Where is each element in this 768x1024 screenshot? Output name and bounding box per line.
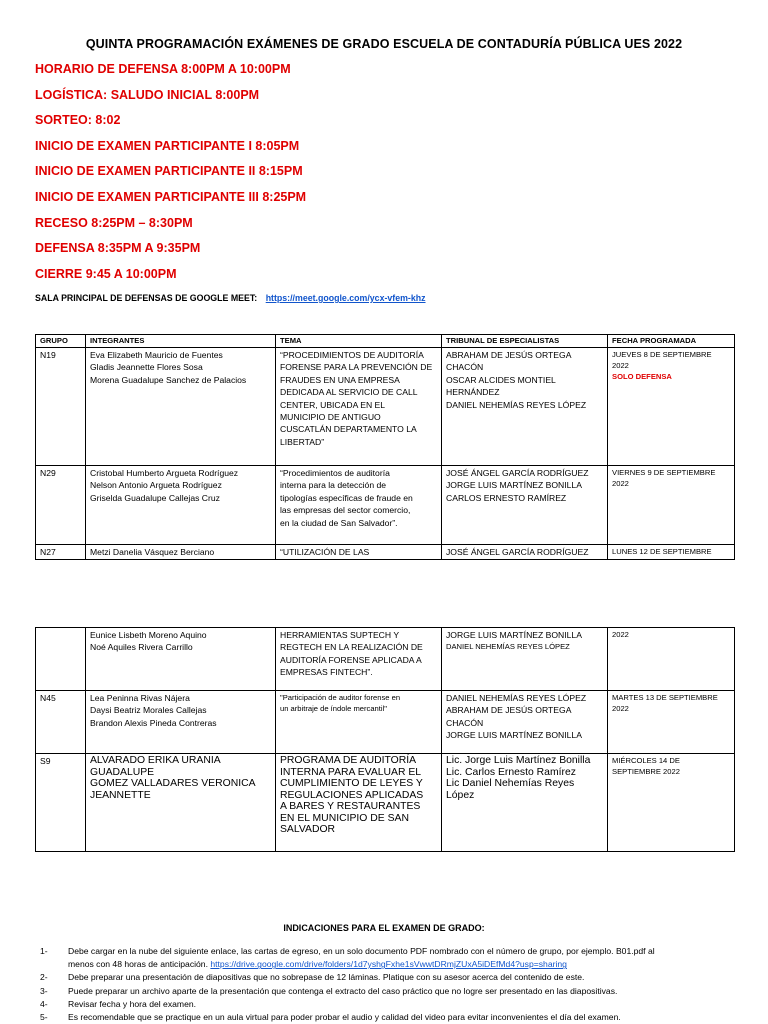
cell-fecha bbox=[608, 754, 735, 852]
member: ALVARADO ERIKA URANIA bbox=[90, 755, 221, 766]
cell-integrantes bbox=[86, 466, 276, 545]
member: GOMEZ VALLADARES VERONICA bbox=[90, 778, 256, 789]
cell-tema: “UTILIZACIÓN DE LAS bbox=[276, 545, 442, 560]
fecha-line: MARTES 13 DE SEPTIEMBRE bbox=[612, 693, 718, 702]
cell-integrantes bbox=[86, 348, 276, 466]
schedule-table-page-1 bbox=[35, 334, 735, 560]
tema-line: CUSCATLÁN DEPARTAMENTO LA bbox=[280, 424, 417, 435]
item-text bbox=[68, 945, 740, 971]
tema-line: MUNICIPIO DE ANTIGUO bbox=[280, 412, 381, 423]
member: Noé Aquiles Rivera Carrillo bbox=[90, 642, 193, 653]
tribunal-line: Lic. Jorge Luis Martínez Bonilla bbox=[446, 755, 591, 766]
tema-line: LIBERTAD” bbox=[280, 436, 325, 447]
cell-tema bbox=[276, 691, 442, 754]
item-text: Puede preparar un archivo aparte de la presentación que contenga el extracto del caso práctico que no logre ser presentado en las diapositivas. bbox=[68, 985, 618, 996]
schedule-line: LOGÍSTICA: SALUDO INICIAL 8:00PM bbox=[35, 87, 260, 102]
tema-line: DEDICADA AL SERVICIO DE CALL bbox=[280, 387, 418, 398]
meet-room bbox=[35, 293, 426, 303]
item-text: Revisar fecha y hora del examen. bbox=[68, 998, 197, 1009]
tema-line: FORENSE PARA LA PREVENCIÓN DE bbox=[280, 362, 433, 373]
cell-tribunal bbox=[442, 348, 608, 466]
tribunal-line: JORGE LUIS MARTÍNEZ BONILLA bbox=[446, 730, 582, 741]
cell-tema bbox=[276, 348, 442, 466]
tema-line: “PROCEDIMIENTOS DE AUDITORÍA bbox=[280, 350, 424, 360]
table-header-row bbox=[36, 335, 735, 348]
cell-fecha: 2022 bbox=[608, 628, 735, 691]
header-grupo: GRUPO bbox=[36, 335, 86, 348]
tema-line: “Procedimientos de auditoría bbox=[280, 468, 390, 478]
tribunal-line: Lic. Carlos Ernesto Ramírez bbox=[446, 766, 576, 778]
tema-line: EMPRESAS FINTECH”. bbox=[280, 667, 373, 678]
member: Daysi Beatriz Morales Callejas bbox=[90, 705, 207, 716]
indicaciones-list bbox=[40, 945, 740, 1024]
tribunal-line: OSCAR ALCIDES MONTIEL bbox=[446, 374, 556, 385]
tribunal-line: CARLOS ERNESTO RAMÍREZ bbox=[446, 492, 567, 503]
cell-fecha bbox=[608, 691, 735, 754]
list-item bbox=[40, 985, 740, 998]
tema-line: SALVADOR bbox=[280, 824, 336, 835]
cell-grupo: N45 bbox=[36, 691, 86, 754]
fecha-line: SEPTIEMBRE 2022 bbox=[612, 767, 680, 776]
table-row bbox=[36, 628, 735, 691]
member: Gladis Jeannette Flores Sosa bbox=[90, 362, 203, 373]
cell-grupo: N19 bbox=[36, 348, 86, 466]
member: Nelson Antonio Argueta Rodríguez bbox=[90, 480, 222, 491]
cell-tribunal: JOSÉ ÁNGEL GARCÍA RODRÍGUEZ bbox=[442, 545, 608, 560]
tribunal-line: DANIEL NEHEMÍAS REYES LÓPEZ bbox=[446, 693, 587, 703]
member: GUADALUPE bbox=[90, 766, 155, 778]
schedule-line: INICIO DE EXAMEN PARTICIPANTE III 8:25PM bbox=[35, 189, 307, 204]
item-text-b: menos con 48 horas de anticipación. bbox=[68, 959, 208, 970]
tribunal-line: ABRAHAM DE JESÚS ORTEGA bbox=[446, 350, 572, 360]
cell-grupo: S9 bbox=[36, 754, 86, 852]
fecha-line: VIERNES 9 DE SEPTIEMBRE bbox=[612, 468, 716, 477]
item-number: 3- bbox=[40, 985, 48, 996]
cell-fecha bbox=[608, 466, 735, 545]
cell-tribunal bbox=[442, 754, 608, 852]
member: Brandon Alexis Pineda Contreras bbox=[90, 717, 217, 728]
tema-line: AUDITORÍA FORENSE APLICADA A bbox=[280, 654, 422, 665]
cell-fecha bbox=[608, 348, 735, 466]
cell-integrantes bbox=[86, 628, 276, 691]
member: Lea Peninna Rivas Nájera bbox=[90, 693, 190, 703]
cell-grupo bbox=[36, 628, 86, 691]
cell-tribunal bbox=[442, 628, 608, 691]
tema-line: EN EL MUNICIPIO DE SAN bbox=[280, 812, 409, 824]
table-row bbox=[36, 754, 735, 852]
item-number: 5- bbox=[40, 1012, 48, 1023]
tema-line: REGULACIONES APLICADAS bbox=[280, 789, 424, 801]
tema-line: un arbitraje de índole mercantil" bbox=[280, 704, 387, 713]
member: Griselda Guadalupe Callejas Cruz bbox=[90, 492, 220, 503]
schedule-line: HORARIO DE DEFENSA 8:00PM A 10:00PM bbox=[35, 62, 291, 76]
fecha-line: 2022 bbox=[612, 704, 629, 713]
cell-tema bbox=[276, 754, 442, 852]
schedule-line: INICIO DE EXAMEN PARTICIPANTE I 8:05PM bbox=[35, 138, 300, 153]
tribunal-line: JORGE LUIS MARTÍNEZ BONILLA bbox=[446, 480, 582, 491]
member: Eva Elizabeth Mauricio de Fuentes bbox=[90, 350, 223, 360]
fecha-line: MIÉRCOLES 14 DE bbox=[612, 756, 680, 765]
tribunal-line: JOSÉ ÁNGEL GARCÍA RODRÍGUEZ bbox=[446, 468, 589, 478]
list-item bbox=[40, 945, 740, 971]
item-text-a: Debe cargar en la nube del siguiente enlace, las cartas de egreso, en un solo documento PDF nombrado con el número de grupo, por ejemplo. B01.pdf al bbox=[68, 946, 655, 956]
table-row bbox=[36, 691, 735, 754]
tema-line: PROGRAMA DE AUDITORÍA bbox=[280, 755, 417, 766]
cell-fecha: LUNES 12 DE SEPTIEMBRE bbox=[608, 545, 735, 560]
fecha-line: JUEVES 8 DE SEPTIEMBRE bbox=[612, 350, 712, 359]
cell-tema bbox=[276, 466, 442, 545]
tema-line: tipologías específicas de fraude en bbox=[280, 492, 413, 503]
tema-line: interna para la detección de bbox=[280, 480, 387, 491]
tribunal-line: DANIEL NEHEMÍAS REYES LÓPEZ bbox=[446, 399, 587, 410]
item-number: 4- bbox=[40, 998, 48, 1009]
schedule-line: SORTEO: 8:02 bbox=[35, 113, 121, 128]
schedule-list bbox=[35, 62, 735, 292]
tribunal-line: ABRAHAM DE JESÚS ORTEGA bbox=[446, 705, 572, 716]
tema-line: HERRAMIENTAS SUPTECH Y bbox=[280, 630, 400, 640]
schedule-line: CIERRE 9:45 A 10:00PM bbox=[35, 266, 177, 281]
document-title: QUINTA PROGRAMACIÓN EXÁMENES DE GRADO ESCUELA DE CONTADURÍA PÚBLICA UES 2022 bbox=[85, 37, 683, 51]
header-fecha: FECHA PROGRAMADA bbox=[608, 335, 735, 348]
cell-integrantes bbox=[86, 754, 276, 852]
member: Cristobal Humberto Argueta Rodríguez bbox=[90, 468, 239, 478]
cell-grupo: N27 bbox=[36, 545, 86, 560]
member: JEANNETTE bbox=[90, 789, 151, 801]
cell-integrantes: Metzi Danelia Vásquez Berciano bbox=[86, 545, 276, 560]
tema-line: INTERNA PARA EVALUAR EL bbox=[280, 766, 422, 778]
list-item bbox=[40, 1011, 740, 1024]
schedule-line: INICIO DE EXAMEN PARTICIPANTE II 8:15PM bbox=[35, 164, 303, 179]
header-integrantes: INTEGRANTES bbox=[86, 335, 276, 348]
tribunal-line: JORGE LUIS MARTÍNEZ BONILLA bbox=[446, 630, 582, 640]
schedule-line: RECESO 8:25PM – 8:30PM bbox=[35, 215, 193, 230]
indicaciones-title: INDICACIONES PARA EL EXAMEN DE GRADO: bbox=[283, 923, 485, 933]
header-tema: TEMA bbox=[276, 335, 442, 348]
cell-grupo: N29 bbox=[36, 466, 86, 545]
meet-label: SALA PRINCIPAL DE DEFENSAS DE GOOGLE MEET: bbox=[35, 293, 258, 303]
item-number: 1- bbox=[40, 946, 48, 956]
tema-line: "Participación de auditor forense en bbox=[280, 693, 401, 702]
list-item bbox=[40, 971, 740, 984]
tribunal-line: Lic Daniel Nehemías Reyes bbox=[446, 778, 575, 789]
table-row bbox=[36, 466, 735, 545]
cell-tribunal bbox=[442, 466, 608, 545]
meet-link[interactable]: https://meet.google.com/ycx-vfem-khz bbox=[265, 293, 426, 303]
item-text: Debe preparar una presentación de diapositivas que no sobrepase de 12 láminas. Platique con su asesor acerca del contenido de este. bbox=[68, 972, 585, 983]
header-tribunal: TRIBUNAL DE ESPECIALISTAS bbox=[442, 335, 608, 348]
cell-tema bbox=[276, 628, 442, 691]
tribunal-line: DANIEL NEHEMÍAS REYES LÓPEZ bbox=[446, 642, 570, 652]
list-item bbox=[40, 998, 740, 1011]
tema-line: CENTER, UBICADA EN EL bbox=[280, 399, 386, 410]
tribunal-line: CHACÓN bbox=[446, 717, 484, 728]
tema-line: REGTECH EN LA REALIZACIÓN DE bbox=[280, 642, 423, 653]
table-row bbox=[36, 348, 735, 466]
schedule-table-page-2 bbox=[35, 627, 735, 852]
tema-line: A BARES Y RESTAURANTES bbox=[280, 801, 421, 812]
member: Eunice Lisbeth Moreno Aquino bbox=[90, 630, 207, 640]
item-number: 2- bbox=[40, 972, 48, 983]
tema-line: las empresas del sector comercio, bbox=[280, 505, 411, 516]
tribunal-line: HERNÁNDEZ bbox=[446, 387, 500, 398]
cell-tribunal bbox=[442, 691, 608, 754]
member: Morena Guadalupe Sanchez de Palacios bbox=[90, 374, 247, 385]
tribunal-line: López bbox=[446, 789, 475, 801]
schedule-line: DEFENSA 8:35PM A 9:35PM bbox=[35, 241, 201, 256]
tribunal-line: CHACÓN bbox=[446, 362, 484, 373]
fecha-line: 2022 bbox=[612, 361, 629, 370]
drive-link[interactable]: https://drive.google.com/drive/folders/1d7yshgFxhe1sVwwtDRmjZUxA5iDEfMd4?usp=sharing bbox=[210, 959, 567, 970]
tema-line: FRAUDES EN UNA EMPRESA bbox=[280, 374, 400, 385]
cell-integrantes bbox=[86, 691, 276, 754]
tema-line: CUMPLIMIENTO DE LEYES Y bbox=[280, 778, 423, 789]
fecha-line: 2022 bbox=[612, 479, 629, 488]
item-text: Es recomendable que se practique en un aula virtual para poder probar el audio y calidad del video para evitar inconvenientes el día del examen. bbox=[68, 1012, 621, 1023]
solo-defensa-note: SOLO DEFENSA bbox=[612, 372, 672, 381]
table-row bbox=[36, 545, 735, 560]
tema-line: en la ciudad de San Salvador”. bbox=[280, 517, 398, 528]
